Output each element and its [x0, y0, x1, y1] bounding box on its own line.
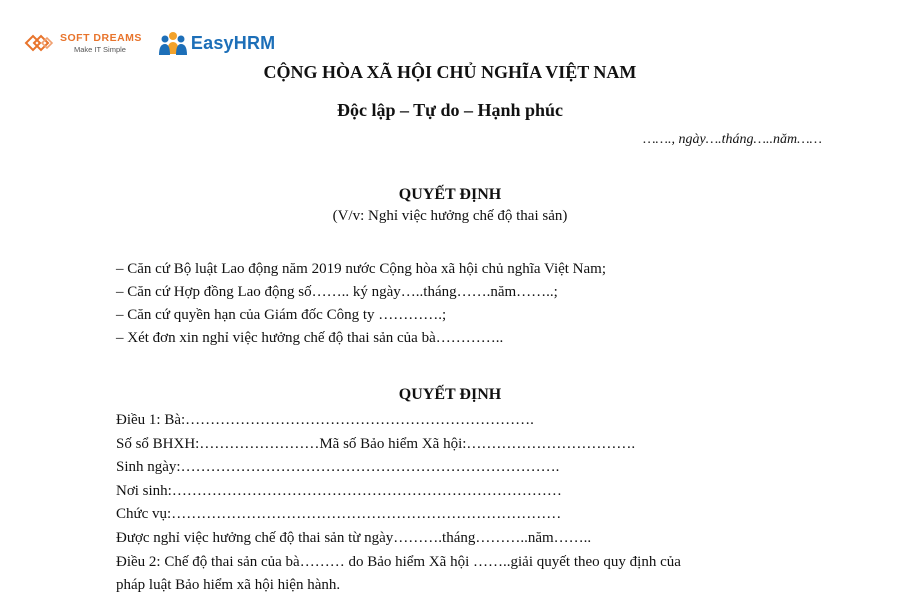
softdreams-logo [22, 32, 142, 54]
easyhrm-name: EasyHRM [190, 32, 276, 53]
softdreams-tagline: Make IT Simple [74, 44, 126, 54]
place-date-line: ……., ngày….tháng…..năm…… [643, 132, 822, 147]
national-motto: Độc lập – Tự do – Hạnh phúc [336, 100, 564, 120]
legal-basis-item: – Căn cứ Bộ luật Lao động năm 2019 nước Cộng hòa xã hội chủ nghĩa Việt Nam; [116, 261, 607, 277]
legal-basis-item: – Xét đơn xin nghỉ việc hưởng chế độ thai sản của bà………….. [116, 330, 504, 346]
logo-bar [22, 26, 275, 60]
body-line: Chức vụ:…………………………………………………………………… [116, 506, 562, 523]
softdreams-name: SOFT DREAMS [60, 32, 142, 44]
body-line: Sinh ngày:…………………………………………………………………. [116, 459, 560, 476]
national-title: CỘNG HÒA XÃ HỘI CHỦ NGHĨA VIỆT NAM [263, 62, 637, 82]
legal-basis-item: – Căn cứ quyền hạn của Giám đốc Công ty ………….; [116, 307, 447, 323]
easyhrm-logo [158, 30, 275, 56]
body-line: pháp luật Bảo hiểm xã hội hiện hành. [116, 577, 341, 594]
legal-basis-item: – Căn cứ Hợp đồng Lao động số…….. ký ngày…..tháng…….năm……..; [116, 284, 558, 300]
decision-title: QUYẾT ĐỊNH [398, 186, 502, 203]
easyhrm-people-icon [158, 30, 188, 56]
body-line: Số sổ BHXH:……………………Mã số Bảo hiểm Xã hội:……………………………. [116, 435, 636, 452]
body-line: Được nghỉ việc hưởng chế độ thai sản từ ngày……….tháng………..năm…….. [116, 529, 592, 546]
legal-bases-list [116, 258, 606, 350]
decision-subject: (V/v: Nghỉ việc hưởng chế độ thai sản) [332, 208, 568, 224]
decision-section-title: QUYẾT ĐỊNH [398, 386, 502, 403]
body-line: Nơi sinh:…………………………………………………………………… [116, 482, 562, 499]
body-line: Điều 1: Bà:……………………………………………………………. [116, 412, 534, 428]
body-line: Điều 2: Chế độ thai sản của bà……… do Bảo hiểm Xã hội ……..giải quyết theo quy định của [116, 553, 681, 570]
softdreams-mark-icon [22, 32, 56, 54]
decision-body [116, 409, 681, 598]
